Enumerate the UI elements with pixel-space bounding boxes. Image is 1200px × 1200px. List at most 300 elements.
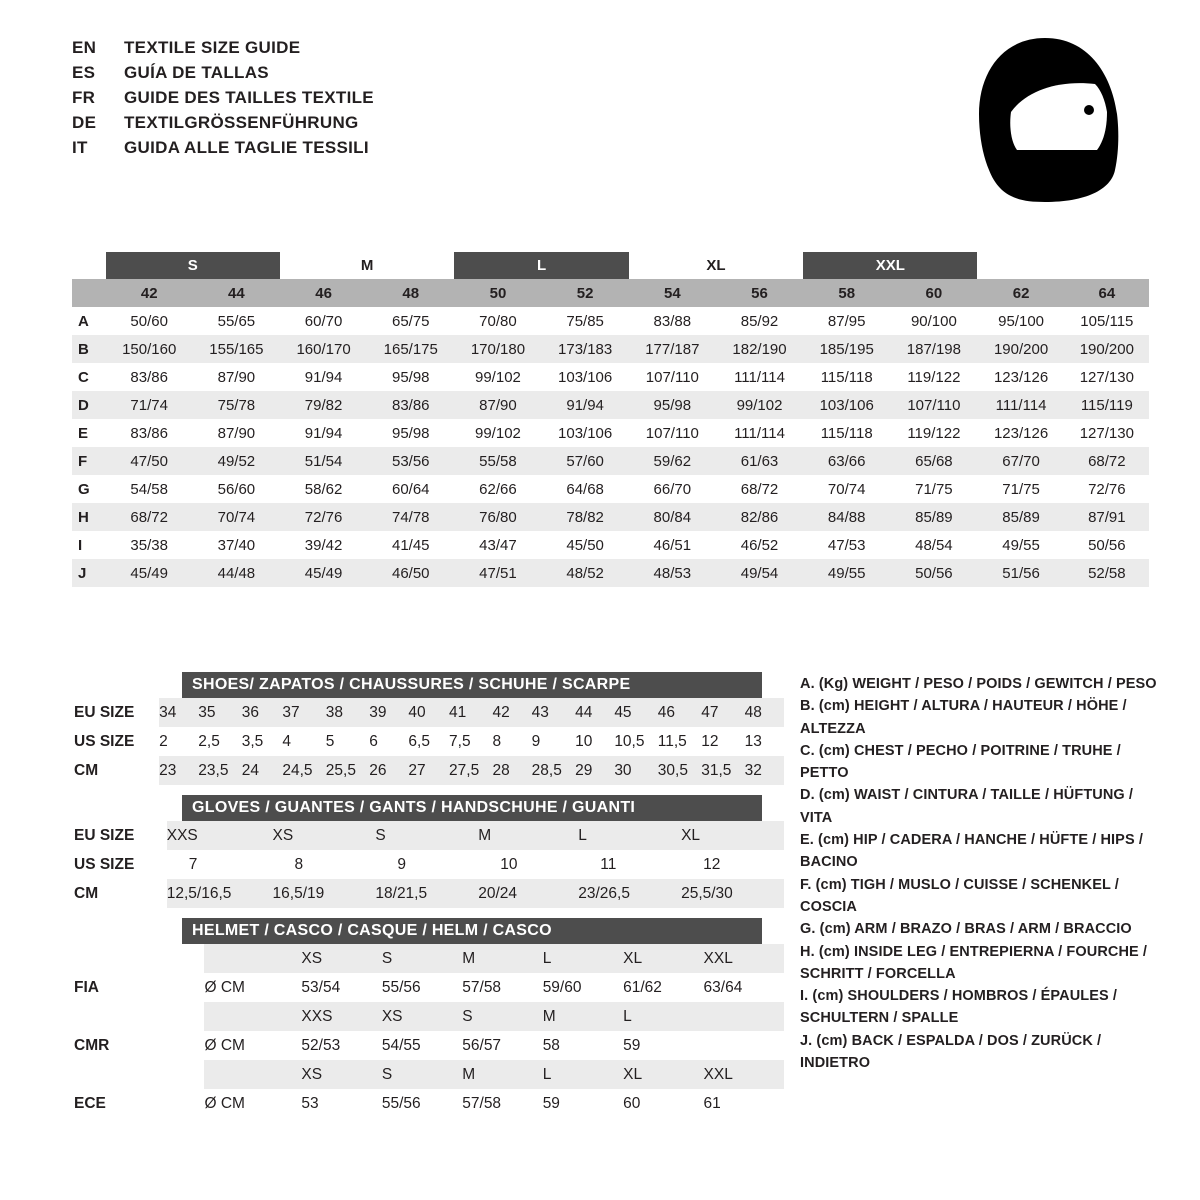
cell: 24,5 [282,756,325,785]
cell: 111/114 [734,424,785,442]
cell: 57/58 [462,978,502,996]
cell: 185/195 [819,340,874,358]
cell: 48/54 [915,536,953,554]
cell: 54/58 [130,480,168,498]
cell: 55/58 [479,452,517,470]
cell: 49/55 [1002,536,1040,554]
cell: 37 [282,698,325,727]
cell [204,1002,301,1031]
cell: XS [301,1060,381,1089]
cell: 25,5/30 [681,879,784,908]
cell: 59 [542,1094,560,1112]
table-row [72,879,784,908]
legend-item: H. (cm) INSIDE LEG / ENTREPIERNA / FOURCHE / [800,943,1148,960]
table-row [72,531,1149,559]
cell: 123/126 [993,368,1049,386]
cell: 71/75 [1002,480,1040,498]
cell: 61/63 [740,452,779,470]
cell: 39/42 [304,536,343,554]
cell: 43 [532,698,575,727]
title-lang-code: IT [72,138,88,157]
cell: 64/68 [566,480,604,498]
row-label: EU SIZE [72,698,159,727]
cell: 82/86 [740,508,779,526]
cell: L [578,821,681,850]
cell: 50/60 [130,312,168,330]
cell: 74/78 [391,508,430,526]
cell: 83/88 [653,312,692,330]
cell: L [543,1060,623,1089]
cell: 30,5 [658,756,701,785]
gloves-table [72,821,784,908]
cell: 123/126 [993,424,1049,442]
table-row [72,698,784,727]
cell: 52/58 [1088,564,1126,582]
cell: XL [623,1060,703,1089]
table-row [72,1031,784,1060]
cell: 51/54 [304,452,343,470]
cell: 45/49 [130,564,168,582]
cell: 115/118 [820,368,873,386]
cell: 67/70 [1002,452,1040,470]
cell: 99/102 [475,424,521,442]
cell [204,944,301,973]
row-label: FIA [74,978,99,996]
cell: 49/52 [217,452,256,470]
cell: L [623,1002,703,1031]
cell: 83/86 [130,424,168,442]
cell: 66/70 [653,480,692,498]
cell: 47/53 [827,536,866,554]
title-lang-code: FR [72,88,96,107]
cell: 91/94 [304,424,343,442]
row-label: A [78,312,89,330]
cell: 2,5 [198,732,220,750]
size-band-cell-xxl: XXL [803,252,977,279]
cell: 87/90 [217,424,256,442]
title-row [72,63,374,88]
cell: 115/119 [1080,396,1133,414]
legend-item: B. (cm) HEIGHT / ALTURA / HAUTEUR / HÖHE / ALTEZZA [800,698,1127,737]
cell: 87/91 [1088,508,1126,526]
helmet-block [72,918,784,1118]
size-band-cell-s: S [106,252,280,279]
cell: 23,5 [198,756,241,785]
cell: 58 [542,1036,560,1054]
cell: 87/90 [479,396,517,414]
cell: 76/80 [479,508,517,526]
cell: XXS [167,821,273,850]
cell: 50/56 [1088,536,1126,554]
cell: 190/200 [1079,340,1134,358]
title-row [72,113,374,138]
cell: 25,5 [326,756,369,785]
corner-cell [72,279,106,307]
table-row [72,944,784,973]
cell: 49/55 [827,564,866,582]
cell: 63/66 [827,452,866,470]
cell: 20/24 [478,879,578,908]
table-row [72,821,784,850]
cell: 85/89 [1002,508,1040,526]
row-label: B [78,340,89,358]
cell: 34 [159,698,198,727]
row-label: CM [72,756,159,785]
cell: 53/54 [301,978,341,996]
cell: 10,5 [614,732,645,750]
cell: 48/52 [566,564,604,582]
legend-item: E. (cm) HIP / CADERA / HANCHE / HÜFTE / HIPS / BACINO [800,832,1143,871]
cell: 127/130 [1079,368,1134,386]
cell: 75/78 [217,396,256,414]
legend-item-continuation: SCHULTERN / SPALLE [800,1010,959,1027]
cell: 28,5 [532,756,575,785]
cell: XS [273,821,376,850]
row-label: G [78,480,90,498]
cell: 8 [492,732,502,750]
cell: 29 [575,756,614,785]
cell: 127/130 [1079,424,1134,442]
cell: 59 [623,1036,641,1054]
cell: M [543,1002,623,1031]
cell: S [382,1060,462,1089]
cell: 80/84 [653,508,692,526]
title-block [72,38,374,163]
row-label: C [78,368,89,386]
cell: 54/55 [381,1036,421,1054]
cell: 182/190 [732,340,787,358]
table-row [72,335,1149,363]
cell: 75/85 [566,312,604,330]
cell: 31,5 [701,756,744,785]
cell: 70/74 [217,508,256,526]
cell: M [462,1060,542,1089]
cell: 87/90 [217,368,256,386]
cell: 58/62 [304,480,343,498]
cell: 47/51 [479,564,517,582]
cell: 27 [408,756,449,785]
title-lang-code: DE [72,113,97,132]
cell: 7,5 [449,732,471,750]
row-label: I [78,536,83,554]
legend-item: I. (cm) SHOULDERS / HOMBROS / ÉPAULES / [800,988,1118,1005]
cell: S [462,1002,542,1031]
cell: 119/122 [907,368,961,386]
cell: 39 [369,698,408,727]
cell: 46/52 [740,536,779,554]
cell: S [375,821,478,850]
cell: 84/88 [827,508,866,526]
cell: 57/60 [566,452,604,470]
unit-cell: Ø CM [204,978,245,996]
cell: 61/62 [623,978,662,996]
cell: 16,5/19 [273,879,376,908]
row-label: F [78,452,88,470]
cell: 70/80 [479,312,517,330]
cell: 12,5/16,5 [167,879,273,908]
cell: 150/160 [122,340,177,358]
cell: 44/48 [217,564,256,582]
size-number: 62 [1012,284,1030,302]
size-band-row [72,252,1149,279]
unit-cell: Ø CM [204,1094,245,1112]
cell: 187/198 [906,340,961,358]
cell: 79/82 [304,396,343,414]
cell: 18/21,5 [375,879,478,908]
lower-tables [72,672,784,1128]
row-label: US SIZE [74,855,135,873]
shoes-table [72,698,784,785]
cell: 107/110 [907,396,961,414]
table-row [72,503,1149,531]
cell: 45/49 [304,564,343,582]
title-lang-code: EN [72,38,97,57]
table-row [72,391,1149,419]
cell: 41/45 [391,536,430,554]
table-row [72,756,784,785]
table-row [72,850,784,879]
cell: 38 [326,698,369,727]
cell: 12 [701,732,719,750]
cell: 42 [492,698,531,727]
cell: 44 [575,698,614,727]
cell: 91/94 [304,368,343,386]
cell: 28 [492,756,531,785]
legend-item-continuation: SCHRITT / FORCELLA [800,965,956,982]
table-row [72,559,1149,587]
row-label [72,1060,204,1089]
cell: XL [681,821,784,850]
size-band-cell-m: M [360,257,374,274]
cell: 111/114 [734,368,785,386]
cell: 12 [703,855,721,873]
cell: 55/56 [381,978,421,996]
table-row [72,447,1149,475]
cell: 103/106 [558,424,613,442]
cell: 95/100 [998,312,1045,330]
size-number: 60 [925,284,943,302]
cell: 6,5 [408,732,430,750]
table-row [72,1089,784,1118]
cell: 190/200 [993,340,1049,358]
size-number: 54 [663,284,681,302]
cell: 40 [408,698,449,727]
title-row [72,88,374,113]
cell: 23 [159,756,198,785]
cell: 95/98 [653,396,692,414]
cell: 5 [325,732,335,750]
cell: 45/50 [566,536,604,554]
cell: 103/106 [819,396,874,414]
row-label: ECE [74,1094,106,1112]
cell: XS [382,1002,462,1031]
gloves-block [72,795,784,908]
cell: 8 [294,855,304,873]
row-label: E [78,424,89,442]
cell: 35/38 [130,536,168,554]
cell: 56/60 [217,480,256,498]
cell: 177/187 [645,340,700,358]
cell: 85/89 [915,508,953,526]
cell: 48/53 [653,564,692,582]
legend-item: G. (cm) ARM / BRAZO / BRAS / ARM / BRACCIO [800,921,1132,938]
cell: 173/183 [558,340,613,358]
cell: 95/98 [391,368,430,386]
shoes-title: SHOES/ ZAPATOS / CHAUSSURES / SCHUHE / SCARPE [182,672,762,698]
cell: XL [623,944,703,973]
cell: 9 [531,732,541,750]
cell: 59/60 [542,978,582,996]
cell: 60/70 [304,312,343,330]
cell: 99/102 [475,368,521,386]
row-label: EU SIZE [72,821,167,850]
cell: 43/47 [479,536,517,554]
cell: 32 [745,756,784,785]
cell: 48 [745,698,784,727]
helmet-title: HELMET / CASCO / CASQUE / HELM / CASCO [182,918,762,944]
cell: 155/165 [209,340,264,358]
size-number: 52 [576,284,594,302]
legend-item: A. (Kg) WEIGHT / PESO / POIDS / GEWITCH / PESO [800,676,1157,692]
cell: M [478,821,578,850]
cell: 83/86 [391,396,430,414]
row-label: H [78,508,89,526]
cell: 36 [242,698,283,727]
row-label [72,944,204,973]
cell: 90/100 [910,312,957,330]
table-row [72,419,1149,447]
cell: XXL [704,944,784,973]
cell: 119/122 [907,424,961,442]
title-text: GUÍA DE TALLAS [124,63,269,82]
cell: 23/26,5 [578,879,681,908]
cell: 103/106 [558,368,613,386]
cell: L [543,944,623,973]
unit-cell: Ø CM [204,1036,245,1054]
title-text: TEXTILE SIZE GUIDE [124,38,301,57]
cell: 65/75 [391,312,430,330]
cell: 61 [703,1094,721,1112]
size-band-cell-empty [977,252,1149,279]
cell: 52/53 [301,1036,341,1054]
size-band-cell-xl: XL [706,257,726,274]
size-number: 46 [315,284,332,302]
table-row [72,307,1149,335]
cell: 46 [658,698,701,727]
gloves-title: GLOVES / GUANTES / GANTS / HANDSCHUHE / GUANTI [182,795,762,821]
cell: 87/95 [827,312,866,330]
size-number: 64 [1098,284,1116,302]
legend-item: C. (cm) CHEST / PECHO / POITRINE / TRUHE / PETTO [800,742,1121,782]
cell: 45 [614,698,657,727]
cell: 27,5 [449,756,492,785]
size-number: 56 [751,284,768,302]
cell: 10 [500,855,518,873]
cell: 65/68 [915,452,953,470]
title-lang-code: ES [72,63,96,82]
cell: 53/56 [391,452,430,470]
racing-helmet-icon [955,30,1135,215]
table-row [72,1060,784,1089]
size-number: 50 [489,284,507,302]
cell: 13 [744,732,762,750]
cell: 47 [701,698,744,727]
cell: 105/115 [1080,312,1134,330]
cell: 50/56 [915,564,953,582]
cell: XXS [301,1002,381,1031]
row-label [72,1002,204,1031]
cell: 115/118 [820,424,873,442]
row-label: CM [72,879,167,908]
cell: 51/56 [1002,564,1040,582]
row-label: US SIZE [74,732,135,750]
cell: 83/86 [130,368,168,386]
size-number: 48 [402,284,420,302]
size-number: 58 [838,284,856,302]
cell: 72/76 [304,508,343,526]
cell: 57/58 [462,1094,502,1112]
cell: 160/170 [296,340,351,358]
cell [204,1060,301,1089]
cell: 46/50 [391,564,430,582]
legend-list [800,673,1160,1074]
shoes-block [72,672,784,785]
cell: 71/75 [915,480,953,498]
cell: 11,5 [657,732,687,750]
measurements-table [72,252,1149,587]
cell: XS [301,944,381,973]
cell: 2 [159,732,168,750]
cell: 68/72 [740,480,779,498]
title-text: GUIDE DES TAILLES TEXTILE [124,88,374,107]
cell: 72/76 [1088,480,1126,498]
cell: 99/102 [736,396,783,414]
legend-item: J. (cm) BACK / ESPALDA / DOS / ZURÜCK / INDIETRO [800,1032,1102,1072]
table-row [72,475,1149,503]
cell: 85/92 [740,312,779,330]
size-number-row [72,279,1149,307]
cell: S [382,944,462,973]
cell: 24 [242,756,283,785]
cell: 49/54 [740,564,779,582]
cell: 71/74 [130,396,168,414]
legend-item: D. (cm) WAIST / CINTURA / TAILLE / HÜFTUNG / VITA [800,787,1134,826]
title-text: GUIDA ALLE TAGLIE TESSILI [124,138,369,157]
cell: 60 [623,1094,641,1112]
cell: 47/50 [130,452,168,470]
table-row [72,363,1149,391]
cell: 59/62 [653,452,692,470]
cell: 70/74 [827,480,866,498]
cell: 4 [282,732,291,750]
helmet-table [72,944,784,1118]
cell: 9 [397,855,407,873]
cell: 60/64 [391,480,430,498]
cell: 63/64 [703,978,743,996]
title-text: TEXTILGRÖSSENFÜHRUNG [124,113,359,132]
cell: 53 [301,1094,319,1112]
cell: 68/72 [1088,452,1126,470]
title-row [72,138,374,163]
cell: 35 [198,698,241,727]
title-row [72,38,374,63]
cell: 41 [449,698,492,727]
table-row [72,973,784,1002]
cell: 68/72 [130,508,168,526]
cell: 26 [369,756,408,785]
cell: 78/82 [566,508,604,526]
cell: 3,5 [241,732,264,750]
